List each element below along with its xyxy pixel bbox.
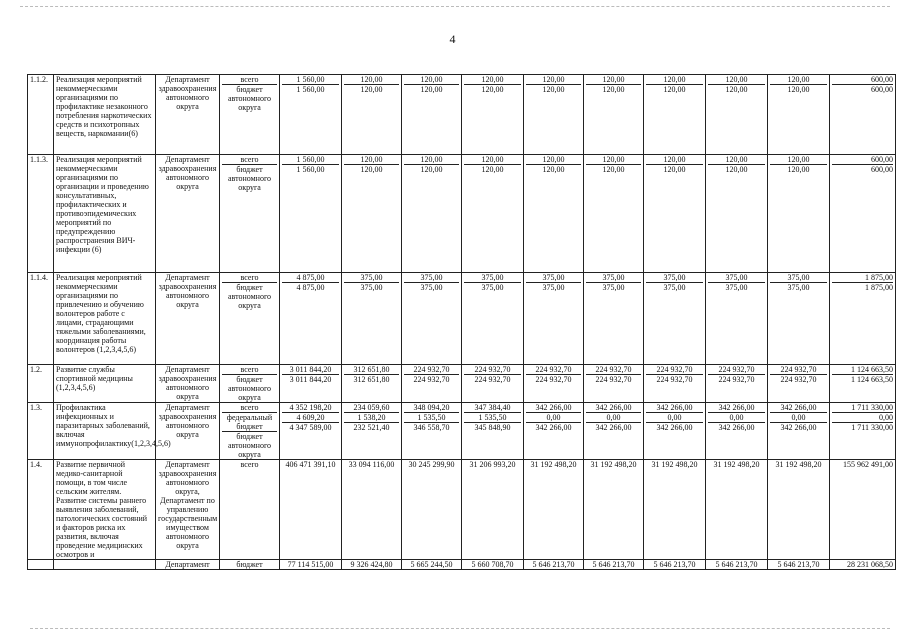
amount-value: 375,00 [787,283,810,292]
amount-value: 4 875,00 [296,283,325,292]
amount-value: 375,00 [602,283,625,292]
row-year-value [644,403,706,460]
amount-value: 375,00 [481,283,504,292]
row-department: Департамент здравоохранения автономного округа [156,403,220,460]
amount-value: 28 231 068,50 [830,560,896,570]
row-funding-source [220,75,280,155]
amount-value: 600,00 [832,75,893,85]
amount-value: 342 266,00 [656,423,693,432]
amount-value: 600,00 [871,165,893,174]
amount-value: 375,00 [420,283,443,292]
amount-value: 120,00 [344,155,399,165]
amount-value: 30 245 299,90 [408,460,455,469]
row-total-value [280,75,342,155]
amount-value: 31 192 498,20 [713,460,760,469]
amount-value: 120,00 [526,75,581,85]
row-funding-source [220,273,280,365]
row-total-value [280,155,342,273]
row-funding-source [220,155,280,273]
amount-value: 347 384,40 [464,403,521,413]
amount-value: 9 326 424,80 [342,560,402,570]
row-year-value [402,365,462,403]
amount-value: 120,00 [708,75,765,85]
amount-value: 120,00 [360,85,383,94]
amount-value: 1 560,00 [296,85,325,94]
row-year-value [342,460,402,560]
amount-value: 342 266,00 [646,403,703,413]
row-name: Развитие службы спортивной медицины (1,2,3,4,5,6) [54,365,156,403]
amount-value: 224 932,70 [413,375,450,384]
row-year-value [342,75,402,155]
amount-value: 5 646 213,70 [768,560,830,570]
row-year-value [524,460,584,560]
funding-source-label: всего [222,365,277,375]
amount-value: 600,00 [871,85,893,94]
amount-value: 5 660 708,70 [462,560,524,570]
row-year-value [644,75,706,155]
row-year-value [462,403,524,460]
row-year-value [584,155,644,273]
row-year-value [462,273,524,365]
amount-value: 1 538,20 [344,413,399,423]
row-year-value [768,75,830,155]
amount-value: 4 352 198,20 [282,403,339,413]
amount-value: 1 560,00 [282,75,339,85]
row-year-value [706,273,768,365]
amount-value: 5 646 213,70 [524,560,584,570]
row-year-value [584,403,644,460]
amount-value: 0,00 [770,413,827,423]
amount-value: 120,00 [481,165,504,174]
row-number: 1.1.4. [28,273,54,365]
amount-value: 120,00 [725,165,748,174]
row-year-value [462,75,524,155]
amount-value: 375,00 [360,283,383,292]
funding-source-label: бюджет автономного округа [227,85,272,112]
row-name: Профилактика инфекционных и паразитарных заболеваний, включая иммунопрофилактику(1,2,3,4,5,6) [54,403,156,460]
amount-value: 375,00 [725,283,748,292]
row-year-value [830,273,896,365]
table-row [28,460,896,560]
row-year-value [584,365,644,403]
amount-value: 120,00 [646,75,703,85]
funding-source-label: всего [240,460,259,469]
row-total-value [280,273,342,365]
amount-value: 224 932,70 [770,365,827,375]
row-year-value [462,365,524,403]
row-year-value [830,75,896,155]
amount-value: 348 094,20 [404,403,459,413]
amount-value: 342 266,00 [770,403,827,413]
amount-value: 31 206 993,20 [469,460,516,469]
amount-value: 406 471 391,10 [285,460,336,469]
row-funding-source [220,403,280,460]
page-bottom-edge [30,628,890,629]
amount-value: 120,00 [586,75,641,85]
funding-source-label: всего [222,403,277,413]
amount-value: 224 932,70 [595,375,632,384]
row-year-value [342,365,402,403]
row-department: Департамент здравоохранения автономного округа [156,75,220,155]
amount-value: 224 932,70 [535,375,572,384]
amount-value: 1 560,00 [282,155,339,165]
amount-value: 1 711 330,00 [851,423,893,432]
amount-value: 120,00 [404,75,459,85]
row-year-value [768,155,830,273]
amount-value: 120,00 [464,155,521,165]
amount-value: 1 875,00 [865,283,893,292]
row-year-value [524,273,584,365]
row-year-value [342,403,402,460]
amount-value: 120,00 [646,155,703,165]
amount-value: 5 646 213,70 [584,560,644,570]
amount-value: 1 560,00 [296,165,325,174]
amount-value: 375,00 [663,283,686,292]
amount-value: 1 124 663,50 [851,375,893,384]
amount-value: 120,00 [420,85,443,94]
amount-value: 33 094 116,00 [348,460,395,469]
amount-value: 342 266,00 [780,423,817,432]
row-number: 1.3. [28,403,54,460]
page-number: 4 [449,32,456,46]
table-row [28,75,896,155]
amount-value: 120,00 [663,165,686,174]
row-year-value [644,365,706,403]
row-number [28,560,54,570]
amount-value: 120,00 [787,85,810,94]
amount-value: 4 875,00 [282,273,339,283]
amount-value: 120,00 [360,165,383,174]
amount-value: 120,00 [602,85,625,94]
row-department: Департамент здравоохранения автономного округа [156,365,220,403]
row-name: Реализация мероприятий некоммерческими организациями по организации и проведению консультативных, профилактических и противоэпидемических мероприятий по предупреждению распространения ВИЧ-инфекции (6) [54,155,156,273]
row-year-value [462,155,524,273]
row-funding-source [220,365,280,403]
amount-value: 342 266,00 [718,423,755,432]
amount-value: 375,00 [770,273,827,283]
amount-value: 224 932,70 [656,375,693,384]
table-row [28,155,896,273]
row-year-value [644,273,706,365]
amount-value: 120,00 [725,85,748,94]
amount-value: 232 521,40 [353,423,390,432]
amount-value: 224 932,70 [780,375,817,384]
amount-value: 375,00 [708,273,765,283]
table-row [28,560,896,570]
amount-value: 375,00 [646,273,703,283]
row-year-value [768,273,830,365]
row-year-value [402,403,462,460]
row-year-value [584,460,644,560]
amount-value: 5 646 213,70 [706,560,768,570]
row-year-value [830,155,896,273]
amount-value: 375,00 [526,273,581,283]
row-number: 1.1.3. [28,155,54,273]
amount-value: 0,00 [586,413,641,423]
amount-value: 346 558,70 [413,423,450,432]
row-number: 1.4. [28,460,54,560]
amount-value: 77 114 515,00 [280,560,342,570]
amount-value: 224 932,70 [474,375,511,384]
row-year-value [524,365,584,403]
amount-value: 375,00 [404,273,459,283]
row-total-value [280,403,342,460]
row-year-value [342,155,402,273]
amount-value: 120,00 [542,85,565,94]
amount-value: 155 962 491,00 [843,460,893,469]
row-funding-source: бюджет [220,560,280,570]
amount-value: 5 646 213,70 [644,560,706,570]
amount-value: 342 266,00 [586,403,641,413]
amount-value: 3 011 844,20 [289,375,332,384]
amount-value: 120,00 [420,165,443,174]
amount-value: 1 124 663,50 [832,365,893,375]
funding-source-label: бюджет автономного округа [227,432,272,459]
amount-value: 120,00 [542,165,565,174]
row-year-value [524,403,584,460]
amount-value: 0,00 [832,413,893,423]
amount-value: 312 651,80 [344,365,399,375]
row-year-value [584,273,644,365]
amount-value: 600,00 [832,155,893,165]
row-department: Департамент здравоохранения автономного округа [156,273,220,365]
amount-value: 0,00 [526,413,581,423]
table-row [28,403,896,460]
row-year-value [462,460,524,560]
row-name [54,560,156,570]
amount-value: 120,00 [708,155,765,165]
amount-value: 224 932,70 [404,365,459,375]
amount-value: 120,00 [481,85,504,94]
row-year-value [644,155,706,273]
amount-value: 342 266,00 [708,403,765,413]
row-year-value [402,273,462,365]
amount-value: 5 665 244,50 [402,560,462,570]
amount-value: 1 535,50 [404,413,459,423]
row-year-value [706,75,768,155]
row-department: Департамент здравоохранения автономного округа [156,155,220,273]
row-year-value [768,460,830,560]
amount-value: 224 932,70 [586,365,641,375]
row-total-value [280,460,342,560]
funding-source-label: бюджет автономного округа [227,375,272,402]
amount-value: 120,00 [787,165,810,174]
row-year-value [706,155,768,273]
funding-source-label: бюджет автономного округа [227,283,272,310]
amount-value: 375,00 [464,273,521,283]
amount-value: 342 266,00 [535,423,572,432]
amount-value: 120,00 [602,165,625,174]
funding-source-label: федеральный бюджет [222,413,277,432]
amount-value: 224 932,70 [708,365,765,375]
amount-value: 0,00 [708,413,765,423]
amount-value: 120,00 [770,155,827,165]
amount-value: 3 011 844,20 [282,365,339,375]
row-year-value [830,365,896,403]
amount-value: 375,00 [542,283,565,292]
amount-value: 1 875,00 [832,273,893,283]
row-year-value [402,155,462,273]
row-number: 1.1.2. [28,75,54,155]
table-row [28,365,896,403]
amount-value: 120,00 [770,75,827,85]
row-year-value [524,75,584,155]
row-name: Реализация мероприятий некоммерческими организациями по привлечению и обучению волонтеров работе с лицами, страдающими тяжелыми заболеваниями, координация работы волонтеров (1,2,3,4,5,6) [54,273,156,365]
row-year-value [342,273,402,365]
funding-source-label: всего [222,75,277,85]
row-total-value [280,365,342,403]
row-name: Реализация мероприятий некоммерческими организациями по профилактике незаконного потребления наркотических средств и психотропных веществ, наркомании(6) [54,75,156,155]
row-department: Департамент здравоохранения автономного округа, Департамент по управлению государственным имуществом автономного округа [156,460,220,560]
row-year-value [706,365,768,403]
table-row [28,273,896,365]
funding-source-label: всего [222,155,277,165]
amount-value: 224 932,70 [464,365,521,375]
row-year-value [402,75,462,155]
row-year-value [706,460,768,560]
amount-value: 234 059,60 [344,403,399,413]
amount-value: 1 711 330,00 [832,403,893,413]
row-year-value [768,403,830,460]
row-year-value [644,460,706,560]
amount-value: 312 651,80 [353,375,390,384]
amount-value: 120,00 [663,85,686,94]
row-funding-source [220,460,280,560]
amount-value: 120,00 [586,155,641,165]
amount-value: 224 932,70 [646,365,703,375]
amount-value: 342 266,00 [526,403,581,413]
row-year-value [830,460,896,560]
row-year-value [706,403,768,460]
amount-value: 120,00 [464,75,521,85]
amount-value: 375,00 [344,273,399,283]
amount-value: 224 932,70 [526,365,581,375]
amount-value: 120,00 [344,75,399,85]
amount-value: 1 535,50 [464,413,521,423]
amount-value: 342 266,00 [595,423,632,432]
row-year-value [830,403,896,460]
row-name: Развитие первичной медико-санитарной помощи, в том числе сельским жителям. Развитие системы раннего выявления заболеваний, патологических состояний и факторов риска их развития, включая проведение медицинских осмотров и [54,460,156,560]
amount-value: 375,00 [586,273,641,283]
amount-value: 31 192 498,20 [590,460,637,469]
amount-value: 4 347 589,00 [289,423,332,432]
row-year-value [402,460,462,560]
row-department: Департамент [156,560,220,570]
amount-value: 31 192 498,20 [775,460,822,469]
amount-value: 0,00 [646,413,703,423]
funding-source-label: бюджет автономного округа [227,165,272,192]
row-number: 1.2. [28,365,54,403]
program-financing-table [27,74,896,570]
amount-value: 224 932,70 [718,375,755,384]
funding-source-label: всего [222,273,277,283]
row-year-value [768,365,830,403]
row-year-value [524,155,584,273]
amount-value: 31 192 498,20 [530,460,577,469]
amount-value: 120,00 [404,155,459,165]
page-top-edge [20,6,890,7]
amount-value: 31 192 498,20 [651,460,698,469]
amount-value: 120,00 [526,155,581,165]
amount-value: 4 609,20 [282,413,339,423]
row-year-value [584,75,644,155]
amount-value: 345 848,90 [474,423,511,432]
